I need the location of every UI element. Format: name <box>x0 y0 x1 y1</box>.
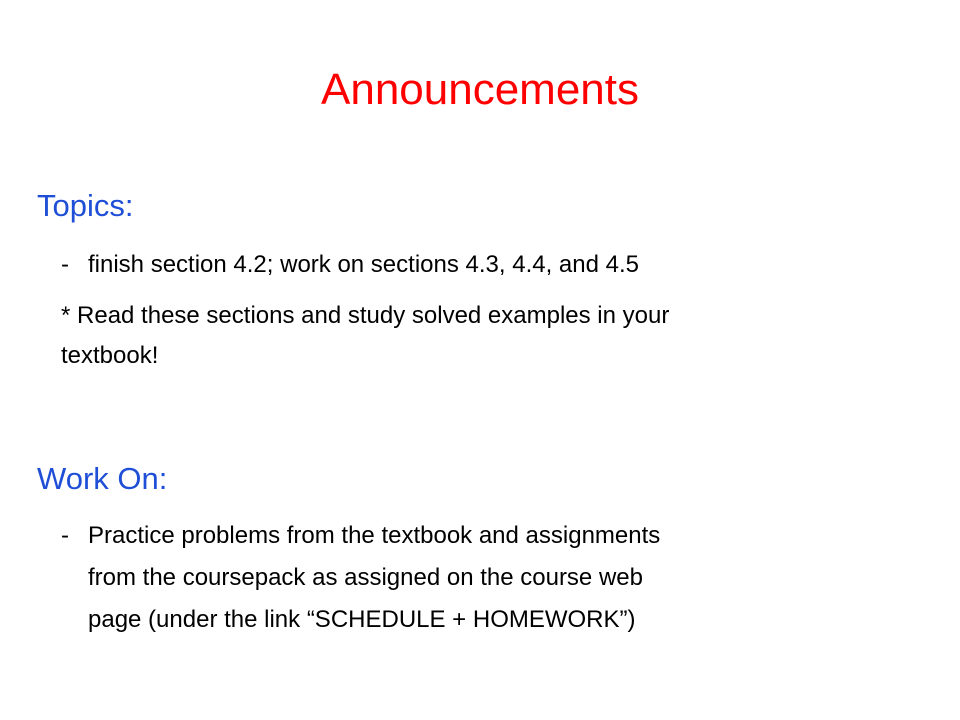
slide-title: Announcements <box>321 65 639 114</box>
topics-note-line-1: * Read these sections and study solved examples in your <box>61 302 670 329</box>
work-on-line-1: Practice problems from the textbook and assignments <box>88 522 661 549</box>
topics-note-line-2: textbook! <box>61 342 159 369</box>
topics-bullet-text: finish section 4.2; work on sections 4.3, 4.4, and 4.5 <box>88 251 639 278</box>
topics-heading: Topics: <box>37 188 134 223</box>
work-on-line-2: from the coursepack as assigned on the course web <box>88 564 643 591</box>
work-on-heading: Work On: <box>37 461 168 496</box>
topics-bullet-marker: - <box>61 251 69 278</box>
work-on-line-3: page (under the link “SCHEDULE + HOMEWORK”) <box>88 606 636 633</box>
work-on-bullet-marker: - <box>61 522 69 549</box>
